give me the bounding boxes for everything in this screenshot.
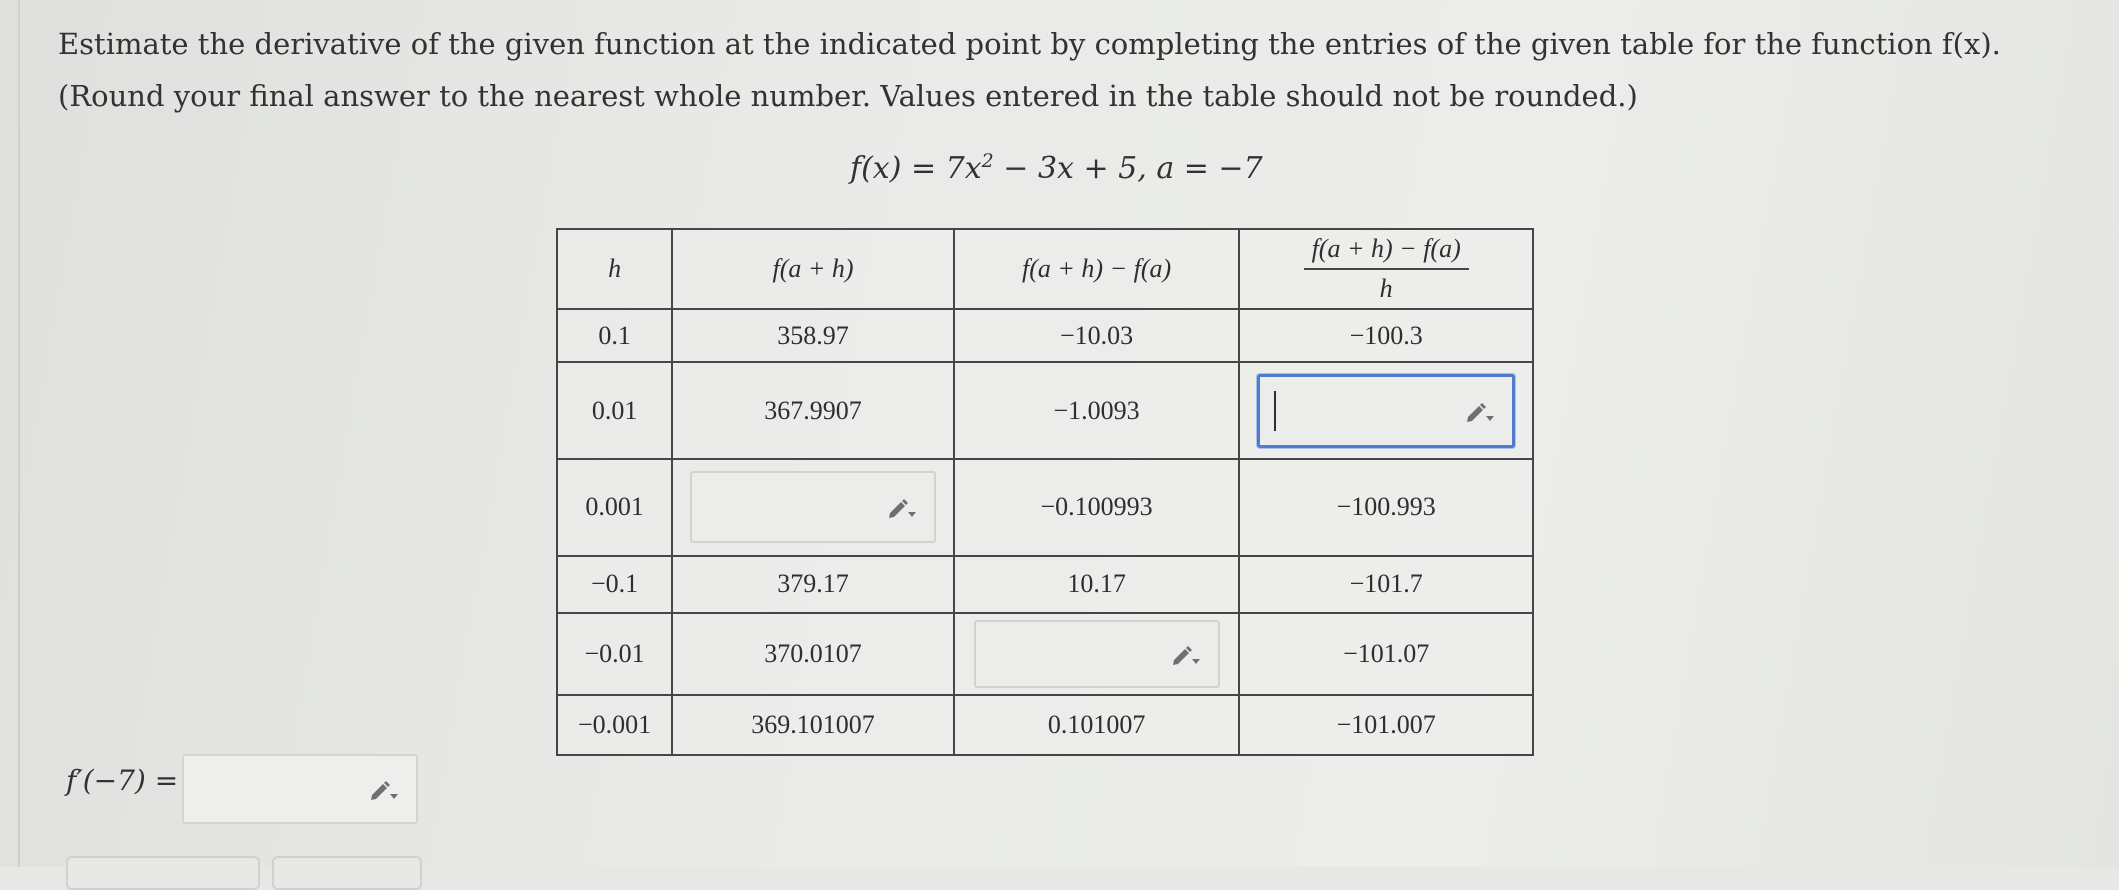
pencil-icon[interactable]	[368, 778, 398, 800]
header-difference: f(a + h) − f(a)	[954, 229, 1239, 309]
header-h: h	[557, 229, 672, 309]
cell-f-a-plus-h: 367.9907	[672, 362, 954, 459]
cell-quotient: −101.7	[1239, 556, 1533, 614]
problem-instructions: Estimate the derivative of the given function at the indicated point by completing the entries of the given table for the function f(x). (Round your final answer to the nearest whole number. Values entered in the table should not be rounded.)	[58, 27, 2001, 113]
table-row	[557, 613, 1533, 695]
bottom-button-right[interactable]	[272, 856, 422, 890]
cell-difference: −0.100993	[954, 459, 1239, 556]
fraction-numerator: f(a + h) − f(a)	[1304, 234, 1469, 270]
table-row	[557, 556, 1533, 614]
cell-h: 0.001	[557, 459, 672, 556]
cell-f-a-plus-h: 379.17	[672, 556, 954, 614]
final-answer-input[interactable]	[182, 754, 418, 824]
pencil-icon[interactable]	[886, 496, 916, 518]
cell-f-a-plus-h: 358.97	[672, 309, 954, 362]
f-a-plus-h-input-0-001[interactable]	[690, 471, 936, 543]
bottom-button-left[interactable]	[66, 856, 260, 890]
cell-quotient: −101.007	[1239, 695, 1533, 755]
cell-difference: 10.17	[954, 556, 1239, 614]
cell-quotient: −100.993	[1239, 459, 1533, 556]
quotient-input-0-01[interactable]	[1257, 374, 1515, 448]
cell-h: 0.1	[557, 309, 672, 362]
table-header-row	[557, 229, 1533, 309]
derivative-table	[556, 228, 1534, 756]
cell-f-a-plus-h: 370.0107	[672, 613, 954, 695]
table-row	[557, 459, 1533, 556]
cell-difference: −10.03	[954, 309, 1239, 362]
table-row	[557, 695, 1533, 755]
final-answer-label: f′(−7) =	[66, 764, 179, 797]
cell-difference: 0.101007	[954, 695, 1239, 755]
cell-quotient	[1239, 362, 1533, 459]
function-formula	[850, 150, 1263, 186]
formula-rest: − 3x + 5, a = −7	[993, 151, 1263, 186]
left-divider	[18, 0, 20, 867]
text-caret	[1274, 391, 1276, 431]
cell-quotient: −101.07	[1239, 613, 1533, 695]
table-row	[557, 362, 1533, 459]
cell-f-a-plus-h	[672, 459, 954, 556]
cell-h: −0.1	[557, 556, 672, 614]
formula-exponent: 2	[981, 150, 994, 172]
header-f-a-plus-h: f(a + h)	[672, 229, 954, 309]
cell-quotient: −100.3	[1239, 309, 1533, 362]
cell-h: −0.01	[557, 613, 672, 695]
difference-input-neg-0-01[interactable]	[974, 620, 1220, 688]
difference-quotient-fraction	[1304, 234, 1469, 304]
cell-difference	[954, 613, 1239, 695]
formula-main: f(x) = 7x	[850, 151, 982, 186]
cell-difference: −1.0093	[954, 362, 1239, 459]
cell-h: −0.001	[557, 695, 672, 755]
pencil-icon[interactable]	[1170, 643, 1200, 665]
cell-f-a-plus-h: 369.101007	[672, 695, 954, 755]
cell-h: 0.01	[557, 362, 672, 459]
header-difference-quotient	[1239, 229, 1533, 309]
table-row	[557, 309, 1533, 362]
fraction-denominator: h	[1379, 274, 1393, 303]
pencil-icon[interactable]	[1464, 400, 1494, 422]
